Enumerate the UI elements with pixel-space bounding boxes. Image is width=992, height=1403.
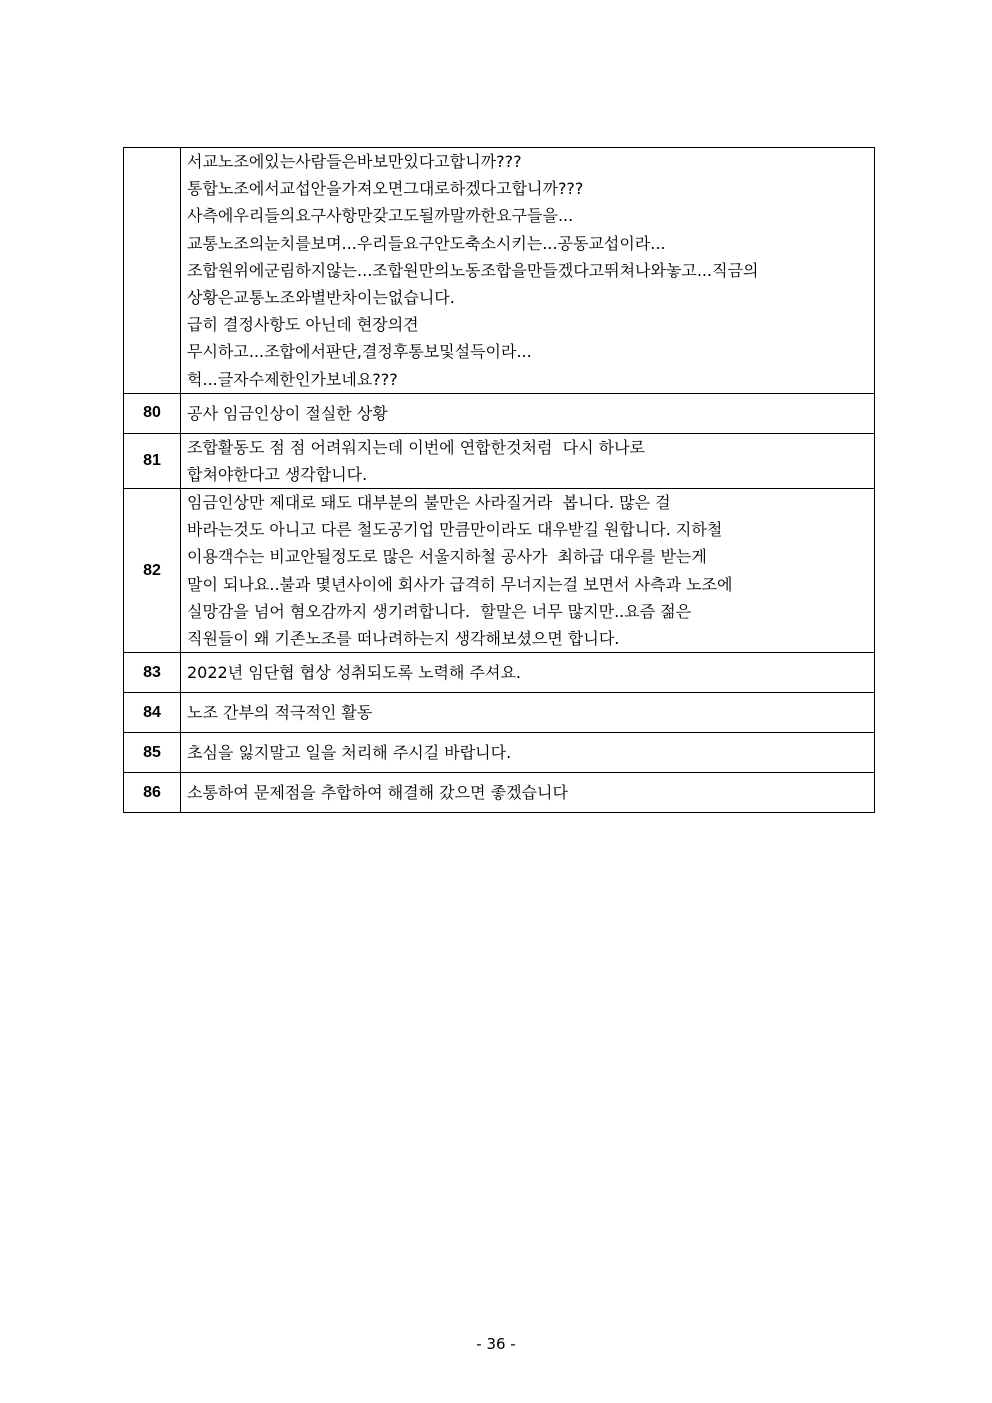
row-number: 80 [124,393,181,433]
response-table [123,147,875,813]
row-number: 82 [124,489,181,653]
response-line: 초심을 잃지말고 일을 처리해 주시길 바랍니다. [187,743,512,763]
table-row [124,733,875,773]
response-line: 말이 되나요..불과 몇년사이에 회사가 급격히 무너지는걸 보면서 사측과 노조에 [187,574,733,594]
response-line: 직원들이 왜 기존노조를 떠나려하는지 생각해보셨으면 합니다. [187,629,620,648]
row-number: 84 [124,693,181,733]
response-line: 상황은교통노조와별반차이는없습니다. [187,287,455,307]
response-text [181,653,875,693]
response-line: 2022년 임단협 협상 성취되도록 노력해 주셔요. [187,663,521,683]
response-line: 사측에우리들의요구사항만갖고도될까말까한요구들을... [187,206,574,226]
response-line: 공사 임금인상이 절실한 상황 [187,403,388,423]
response-line: 합쳐야한다고 생각합니다. [187,464,368,484]
response-line: 노조 간부의 적극적인 활동 [187,703,373,723]
row-number: 85 [124,733,181,773]
table-row [124,653,875,693]
response-line: 무시하고...조합에서판단,결정후통보및설득이라... [187,342,532,362]
response-line: 임금인상만 제대로 돼도 대부분의 불만은 사라질거라 봅니다. 많은 걸 [187,493,671,513]
response-line: 소통하여 문제점을 추합하여 해결해 갔으면 좋겠습니다 [187,783,568,803]
table-row [124,148,875,394]
response-text [181,393,875,433]
table-row [124,393,875,433]
table-row [124,693,875,733]
row-number: 83 [124,653,181,693]
response-text [181,148,875,394]
response-line: 조합활동도 점 점 어려워지는데 이번에 연합한것처럼 다시 하나로 [187,437,646,457]
response-line: 실망감을 넘어 혐오감까지 생기려합니다. 할말은 너무 많지만..요즘 젊은 [187,601,692,621]
table-row [124,773,875,813]
response-text [181,693,875,733]
response-text [181,489,875,653]
page-number: - 36 - [476,1335,516,1353]
response-line: 급히 결정사항도 아닌데 현장의견 [187,315,419,335]
response-line: 교통노조의눈치를보며...우리들요구안도축소시키는...공동교섭이라... [187,233,666,253]
response-line: 헉...글자수제한인가보네요??? [187,369,398,389]
row-number [124,148,181,394]
row-number: 86 [124,773,181,813]
row-number: 81 [124,433,181,488]
table-row [124,433,875,488]
response-text [181,773,875,813]
response-line: 서교노조에있는사람들은바보만있다고합니까??? [187,152,522,171]
response-line: 이용객수는 비교안될정도로 많은 서울지하철 공사가 최하급 대우를 받는게 [187,547,707,567]
response-line: 통합노조에서교섭안을가져오면그대로하겠다고합니까??? [187,179,584,199]
table-row [124,489,875,653]
response-line: 조합원위에군림하지않는...조합원만의노동조합을만들겠다고뛰쳐나와놓고...직금의 [187,260,759,280]
response-text [181,733,875,773]
response-line: 바라는것도 아니고 다른 철도공기업 만큼만이라도 대우받길 원합니다. 지하철 [187,520,723,540]
response-text [181,433,875,488]
